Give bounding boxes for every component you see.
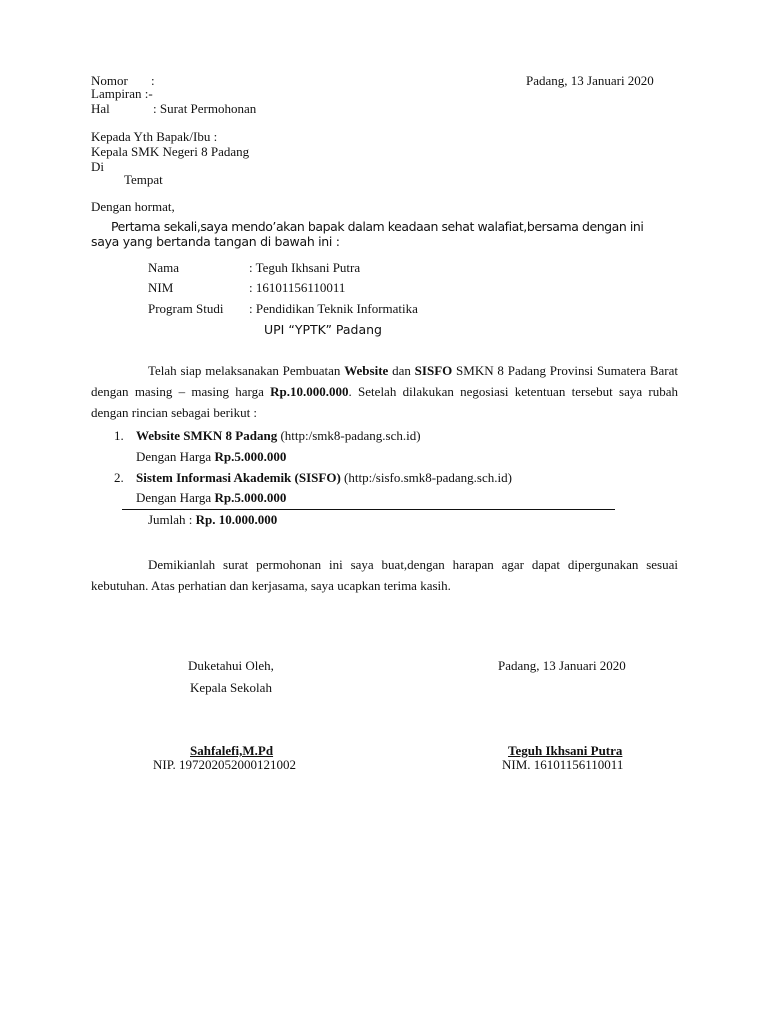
headmaster-nip: NIP. 197202052000121002 (153, 757, 297, 772)
item-price-line: Dengan Harga Rp.5.000.000 (136, 449, 287, 464)
signature-date: Padang, 13 Januari 2020 (498, 658, 626, 673)
recipient-line2: Kepala SMK Negeri 8 Padang (91, 144, 250, 159)
nomor-label: Nomor (91, 73, 128, 88)
nim-value: : 16101156110011 (249, 280, 346, 295)
item-number: 1. (114, 428, 124, 443)
hal-value: : Surat Permohonan (153, 101, 257, 116)
nim-label: NIM (148, 280, 174, 295)
prodi-label: Program Studi (148, 301, 224, 316)
headmaster-name: Sahfalefi,M.Pd (190, 743, 274, 758)
recipient-line4: Tempat (124, 172, 163, 187)
letter-date: Padang, 13 Januari 2020 (526, 73, 654, 88)
applicant-nim: NIM. 16101156110011 (502, 757, 624, 772)
total-divider (122, 509, 615, 510)
salutation: Dengan hormat, (91, 199, 175, 214)
nomor-separator: : (151, 73, 155, 88)
prodi-value-2: UPI “YPTK” Padang (264, 322, 382, 337)
body-paragraph: Telah siap melaksanakan Pembuatan Website dan SISFO SMKN 8 Padang Provinsi Sumatera Barat dengan masing – masing harga Rp.10.000.000. Setelah dilakukan negosiasi ketentuan tersebut saya rubah dengan rincian sebagai berikut : (91, 363, 678, 420)
headmaster-title: Kepala Sekolah (190, 680, 272, 695)
nama-label: Nama (148, 260, 180, 275)
recipient-line1: Kepada Yth Bapak/Ibu : (91, 129, 218, 144)
opening-line1: Pertama sekali,saya mendo’akan bapak dalam keadaan sehat walafiat,bersama dengan ini (111, 219, 644, 234)
prodi-value: : Pendidikan Teknik Informatika (249, 301, 418, 316)
total-line: Jumlah : Rp. 10.000.000 (148, 512, 278, 527)
lampiran: Lampiran :- (91, 86, 153, 101)
item-price-line: Dengan Harga Rp.5.000.000 (136, 490, 287, 505)
applicant-name: Teguh Ikhsani Putra (508, 743, 623, 758)
recipient-line3: Di (91, 159, 104, 174)
item-title-line: Sistem Informasi Akademik (SISFO) (http:/sisfo.smk8-padang.sch.id) (136, 470, 512, 485)
acknowledged-by: Duketahui Oleh, (188, 658, 274, 673)
opening-line2: saya yang bertanda tangan di bawah ini : (91, 234, 340, 249)
list-item (114, 428, 124, 444)
item-title-line: Website SMKN 8 Padang (http:/smk8-padang.sch.id) (136, 428, 421, 443)
closing-paragraph: Demikianlah surat permohonan ini saya buat,dengan harapan agar dapat dipergunakan sesuai kebutuhan. Atas perhatian dan kerjasama, saya ucapkan terima kasih. (91, 557, 678, 593)
hal-label: Hal (91, 101, 110, 116)
list-item (114, 470, 124, 486)
nama-value: : Teguh Ikhsani Putra (249, 260, 361, 275)
item-number: 2. (114, 470, 124, 485)
